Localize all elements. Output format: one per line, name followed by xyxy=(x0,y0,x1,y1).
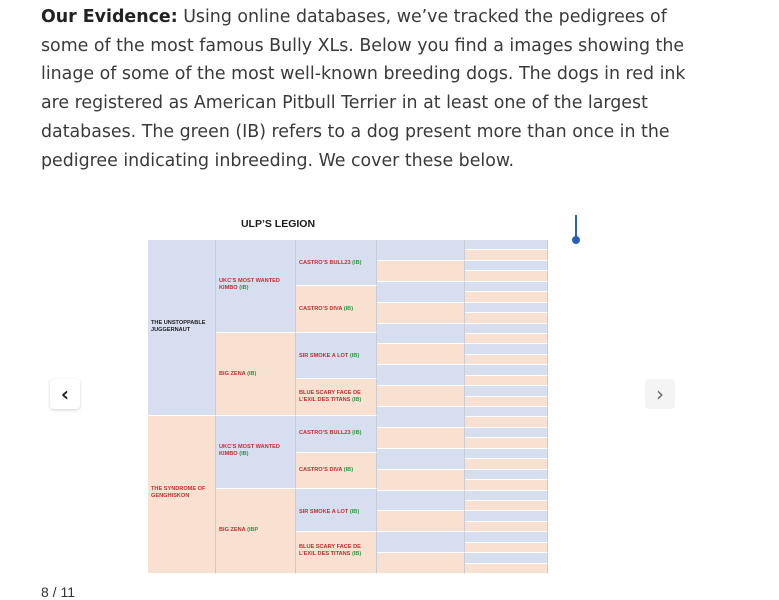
pedigree-cell xyxy=(216,416,296,489)
pedigree-empty-cell xyxy=(465,491,548,501)
great-grandparent-name: SIR SMOKE A LOT (IB) xyxy=(299,509,360,515)
pedigree-empty-cell xyxy=(377,491,465,512)
pedigree-cell xyxy=(216,333,296,416)
pedigree-cell xyxy=(148,240,216,416)
evidence-body: Using online databases, we’ve tracked the pedigrees of some of the most famous Bully XLs. Below you find a images showing the linage of some of the most well-known breeding dogs. The dogs in red ink are registered as American Pitbull Terrier in at least one of the largest databases. The green (IB) refers to a dog present more than once in the pedigree indicating inbreeding. We cover these below. xyxy=(41,7,686,171)
pedigree-empty-cell xyxy=(465,522,548,532)
pedigree-empty-cell xyxy=(465,334,548,344)
pedigree-cell xyxy=(296,379,377,416)
pedigree-empty-cell xyxy=(465,250,548,260)
great-grandparent-name: CASTRO’S BULL23 (IB) xyxy=(299,430,362,436)
pedigree-empty-cell xyxy=(377,511,465,532)
pedigree-empty-cell xyxy=(465,501,548,511)
pedigree-cell xyxy=(216,489,296,574)
pedigree-title: ULP’S LEGION xyxy=(240,218,316,230)
pedigree-empty-cell xyxy=(465,480,548,490)
great-grandparent-name: BLUE SCARY FACE DE L’EXIL DES TITANS (IB) xyxy=(299,544,362,557)
pedigree-empty-cell xyxy=(377,553,465,574)
pedigree-empty-cell xyxy=(465,532,548,542)
pedigree-empty-cell xyxy=(377,470,465,491)
pedigree-cell xyxy=(296,416,377,453)
pedigree-empty-cell xyxy=(465,386,548,396)
parent-name: THE UNSTOPPABLE JUGGERNAUT xyxy=(151,320,206,333)
pedigree-empty-cell xyxy=(377,532,465,553)
pedigree-empty-cell xyxy=(465,365,548,375)
pedigree-empty-cell xyxy=(377,428,465,449)
evidence-heading: Our Evidence: xyxy=(41,7,178,27)
great-grandparent-name: SIR SMOKE A LOT (IB) xyxy=(299,353,360,359)
pedigree-empty-cell xyxy=(377,261,465,282)
pedigree-cell xyxy=(296,240,377,286)
pedigree-empty-cell xyxy=(465,292,548,302)
parent-name: THE SYNDROME OF GENGHISKON xyxy=(151,486,206,499)
great-grandparent-name: CASTRO’S DIVA (IB) xyxy=(299,467,354,473)
pedigree-cell xyxy=(296,489,377,532)
pedigree-empty-cell xyxy=(377,282,465,303)
pedigree-empty-cell xyxy=(465,261,548,271)
pedigree-empty-cell xyxy=(465,271,548,281)
pedigree-empty-cell xyxy=(465,470,548,480)
grandparent-name: BIG ZENA (IBP xyxy=(219,527,259,533)
pedigree-empty-cell xyxy=(377,449,465,470)
pedigree-empty-cell xyxy=(465,543,548,553)
pedigree-empty-cell xyxy=(377,240,465,261)
pedigree-cell xyxy=(296,532,377,574)
pedigree-empty-cell xyxy=(465,313,548,323)
article-paragraph xyxy=(41,3,701,175)
pedigree-empty-cell xyxy=(377,407,465,428)
pedigree-cell xyxy=(296,453,377,489)
grandparent-name: UKC’S MOST WANTED KIMBO (IB) xyxy=(219,278,280,291)
pedigree-empty-cell xyxy=(465,428,548,438)
great-grandparent-name: CASTRO’S BULL23 (IB) xyxy=(299,260,362,266)
pedigree-empty-cell xyxy=(465,397,548,407)
pedigree-cell xyxy=(296,333,377,379)
pedigree-empty-cell xyxy=(465,511,548,521)
pedigree-empty-cell xyxy=(465,459,548,469)
pedigree-empty-cell xyxy=(377,303,465,324)
pedigree-empty-cell xyxy=(465,240,548,250)
image-scroll-handle[interactable] xyxy=(572,236,580,244)
pedigree-image xyxy=(138,214,586,574)
carousel-next-button[interactable] xyxy=(645,379,675,409)
pedigree-empty-cell xyxy=(465,324,548,334)
great-grandparent-name: BLUE SCARY FACE DE L’EXIL DES TITANS (IB) xyxy=(299,390,362,403)
pedigree-empty-cell xyxy=(377,344,465,365)
pedigree-empty-cell xyxy=(465,303,548,313)
chevron-right-icon: › xyxy=(656,382,664,406)
great-grandparent-name: CASTRO’S DIVA (IB) xyxy=(299,306,354,312)
pedigree-cell xyxy=(148,416,216,574)
pedigree-empty-cell xyxy=(377,324,465,345)
slide-counter: 8 / 11 xyxy=(41,584,75,600)
pedigree-empty-cell xyxy=(377,386,465,407)
pedigree-empty-cell xyxy=(465,417,548,427)
pedigree-cell xyxy=(216,240,296,333)
grandparent-name: UKC’S MOST WANTED KIMBO (IB) xyxy=(219,444,280,457)
pedigree-empty-cell xyxy=(465,438,548,448)
chevron-left-icon: ‹ xyxy=(60,382,70,406)
pedigree-empty-cell xyxy=(465,344,548,354)
pedigree-empty-cell xyxy=(377,365,465,386)
pedigree-empty-cell xyxy=(465,553,548,563)
pedigree-empty-cell xyxy=(465,376,548,386)
pedigree-empty-cell xyxy=(465,407,548,417)
pedigree-empty-cell xyxy=(465,449,548,459)
pedigree-cell xyxy=(296,286,377,333)
pedigree-chart xyxy=(148,240,548,574)
pedigree-empty-cell xyxy=(465,564,548,574)
pedigree-empty-cell xyxy=(465,282,548,292)
carousel-prev-button[interactable] xyxy=(50,379,80,409)
grandparent-name: BIG ZENA (IB) xyxy=(219,371,257,377)
pedigree-empty-cell xyxy=(465,355,548,365)
